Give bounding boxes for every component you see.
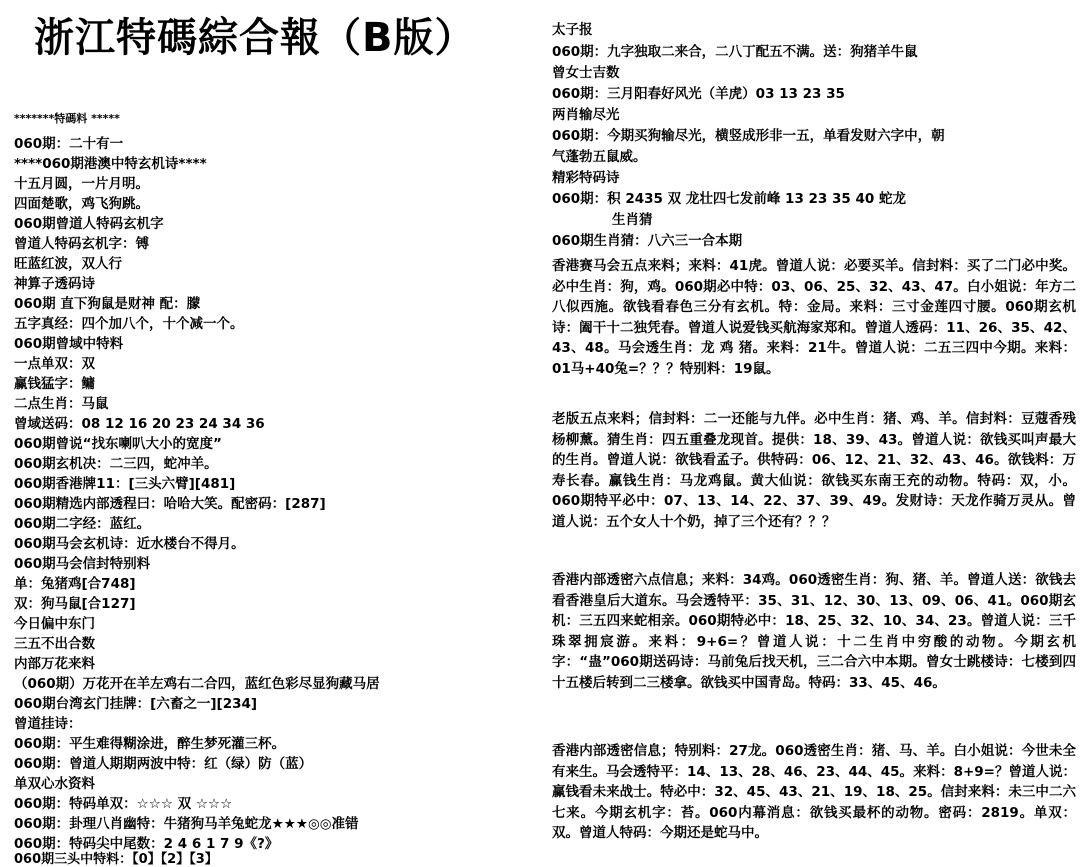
text-line: 曾女士吉数 bbox=[552, 65, 620, 81]
text-line: 060期二字经：蓝红。 bbox=[14, 516, 151, 532]
text-line: 二点生肖：马鼠 bbox=[14, 396, 109, 412]
text-line: 赢钱猛字：鳙 bbox=[14, 376, 95, 392]
text-line: 单双心水资料 bbox=[14, 776, 95, 792]
text-line: 060期马会玄机诗：近水楼台不得月。 bbox=[14, 536, 245, 552]
text-line: 生肖猜 bbox=[612, 212, 653, 228]
text-line: 曾道人特码玄机字：镈 bbox=[14, 236, 149, 252]
text-line: 060期生肖猜：八六三一合本期 bbox=[552, 233, 743, 249]
text-line: 060期：曾道人期期两波中特：红（绿）防（蓝） bbox=[14, 756, 313, 772]
text-line: 060期香港牌11：[三头六臂][481] bbox=[14, 476, 236, 492]
paragraph: 香港内部透密六点信息；来料：34鸡。060透密生肖：狗、猪、羊。曾道人送：欲钱去看香港皇后大道东。马会透特平：35、31、12、30、13、09、06、41。060期玄机：三五四来蛇相亲。060期特必中：18、25、32、10、34、23。曾道人说：三千珠翠拥宸游。来料：9+6=？曾道人说：十二生肖中穷酸的动物。今期玄机字：“蛊”060期送码诗：马前兔后找天机，三二合六中本期。曾女士跳楼诗：七楼到四十五楼后转到二三楼拿。欲钱买中国青岛。特码：33、45、46。 bbox=[552, 572, 1076, 691]
page-title: 浙江特碼綜合報（B版） bbox=[34, 15, 476, 61]
text-line: 单：兔猪鸡[合748] bbox=[14, 576, 136, 592]
text-line: 三五不出合数 bbox=[14, 636, 95, 652]
text-line: 060期三头中特料：【0】【2】【3】 bbox=[14, 852, 218, 867]
text-line: 旺蓝红波，双人行 bbox=[14, 256, 122, 272]
text-line: 060期玄机决：二三四，蛇冲羊。 bbox=[14, 456, 218, 472]
text-line: 060期：九字独取二来合，二八丁配五不满。送：狗猪羊牛鼠 bbox=[552, 44, 918, 60]
text-line: 060期：卦理八肖幽特：牛猪狗马羊兔蛇龙★★★◎◎准错 bbox=[14, 816, 359, 832]
text-line: 060期：三月阳春好风光（羊虎）03 13 23 35 bbox=[552, 86, 845, 102]
text-line: 曾道挂诗： bbox=[14, 716, 82, 732]
paragraph: 香港赛马会五点来料；来料：41虎。曾道人说：必要买羊。信封料：买了二门必中奖。必中生肖：狗，鸡。060期必中特：03、06、25、32、43、47。白小姐说：年方二八似西施。欲钱看春色三分有玄机。特：金局。来料：三寸金莲四寸腰。060期玄机诗：阖干十二独凭春。曾道人说爱钱买航海家郑和。曾道人透码：11、26、35、42、43、48。马会透生肖：龙 鸡 猪。来料：21牛。曾道人说：二五三四中今期。来料：01马+40兔=？？？特别料：19鼠。 bbox=[552, 258, 1076, 377]
text-line: 五字真经：四个加八个，十个减一个。 bbox=[14, 316, 244, 332]
text-line: 060期曾道人特码玄机字 bbox=[14, 216, 164, 232]
text-line: 060期：今期买狗输尽光，横竖成形非一五，单看发财六字中，朝 bbox=[552, 128, 945, 144]
text-line: 060期台湾玄门挂牌：[六畜之一][234] bbox=[14, 696, 258, 712]
paragraph: 香港内部透密信息；特别料：27龙。060透密生肖：猪、马、羊。白小姐说：今世未全有来生。马会透特平：14、13、28、46、23、44、45。来料：8+9=？曾道人说：赢钱看未来战士。特必中：32、45、43、21、19、18、25。信封来料：未三中二六七来。今期玄机字：苔。060内幕消息：欲钱买最杯的动物。密码：2819。单双：双。曾道人特码：今期还是蛇马中。 bbox=[552, 743, 1076, 841]
text-line: （060期）万花开在羊左鸡右二合四，蓝红色彩尽显狗藏马居 bbox=[14, 676, 380, 692]
text-line: 今日偏中东门 bbox=[14, 616, 95, 632]
text-line: 内部万花来料 bbox=[14, 656, 95, 672]
text-line: 060期马会信封特别料 bbox=[14, 556, 151, 572]
text-line: 一点单双：双 bbox=[14, 356, 95, 372]
text-line: 太子报 bbox=[552, 22, 593, 38]
text-line: 060期精选内部透程曰：哈哈大笑。配密码：[287] bbox=[14, 496, 326, 512]
text-line: 060期：特码单双：☆☆☆ 双 ☆☆☆ bbox=[14, 796, 233, 812]
text-line: 060期：平生难得糊涂进，醉生梦死灌三杯。 bbox=[14, 736, 286, 752]
text-line: 060期 直下狗鼠是财神 配：朦 bbox=[14, 296, 201, 312]
text-line: 060期曾说“找东喇叭大小的宽度” bbox=[14, 436, 222, 452]
text-line: 060期曾域中特料 bbox=[14, 336, 124, 352]
text-line: 神算子透码诗 bbox=[14, 276, 95, 292]
text-line: 060期：二十有一 bbox=[14, 136, 124, 152]
paragraph: 老版五点来料；信封料：二一还能与九伴。必中生肖：猪、鸡、羊。信封料：豆蔻香残杨柳薰。猜生肖：四五重叠龙现首。提供：18、39、43。曾道人说：欲钱买叫声最大的生肖。曾道人说：欲钱看孟子。供特码：06、12、21、32、43、46。欲钱料：万寿长春。赢钱生肖：马龙鸡鼠。黄大仙说：欲钱买东南王充的动物。特码：双，小。060期特平必中：07、13、14、22、37、39、49。发财诗：天龙作骑万灵从。曾道人说：五个女人十个奶，掉了三个还有？？？ bbox=[552, 411, 1076, 530]
text-line: 四面楚歌，鸡飞狗跳。 bbox=[14, 196, 149, 212]
text-line: 十五月圆，一片月明。 bbox=[14, 176, 149, 192]
section-header: *******特碼料 ***** bbox=[14, 112, 120, 125]
text-line: ****060期港澳中特玄机诗**** bbox=[14, 156, 207, 172]
text-line: 曾域送码：08 12 16 20 23 24 34 36 bbox=[14, 416, 265, 432]
text-line: 060期：积 2435 双 龙壮四七发前峰 13 23 35 40 蛇龙 bbox=[552, 191, 906, 207]
text-line: 双：狗马鼠[合127] bbox=[14, 596, 136, 612]
text-line: 气蓬勃五鼠威。 bbox=[552, 149, 647, 165]
text-line: 060期：特码尖中尾数：2 4 6 1 7 9《?》 bbox=[14, 836, 279, 852]
text-line: 两肖输尽光 bbox=[552, 107, 620, 123]
text-line: 精彩特码诗 bbox=[552, 170, 620, 186]
